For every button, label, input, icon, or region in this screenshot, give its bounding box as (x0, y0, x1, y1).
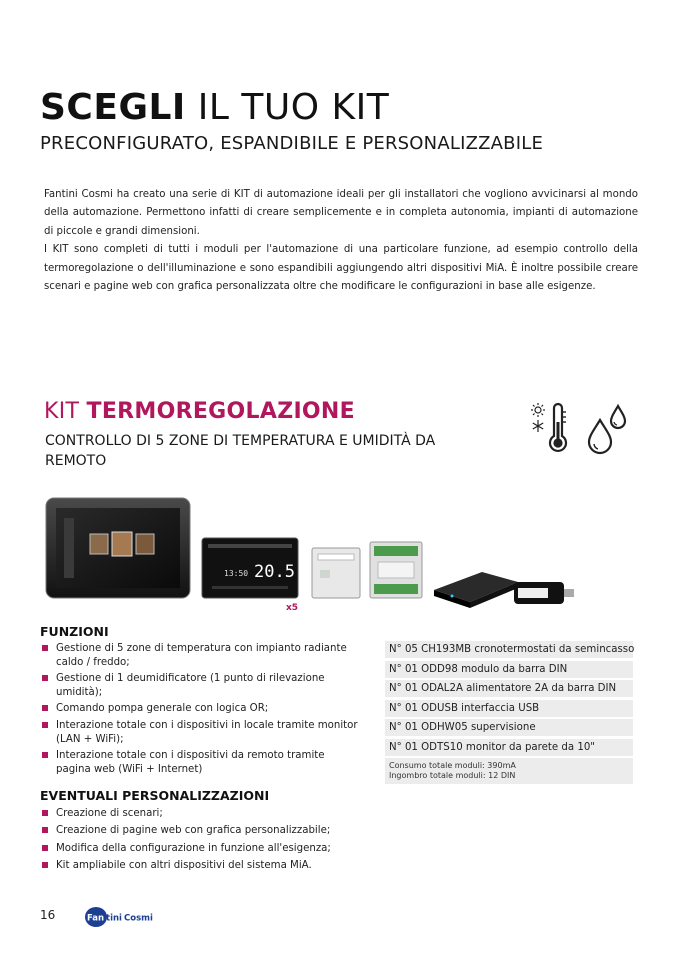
monitor-app-tiles (90, 532, 154, 556)
funzioni-item: Interazione totale con i dispositivi da remoto tramite pagina web (WiFi + Internet) (42, 749, 362, 776)
din-module-1 (312, 548, 360, 598)
personalizzazioni-heading: EVENTUALI PERSONALIZZAZIONI (40, 788, 270, 803)
kit-title-light: KIT (44, 399, 87, 424)
wall-monitor (46, 498, 190, 598)
din-module-2 (370, 542, 422, 598)
funzioni-item: Gestione di 5 zone di temperatura con impianto radiante caldo / freddo; (42, 642, 362, 669)
supervisor-odhw05 (434, 572, 518, 608)
thermostat-ch193mb (202, 538, 298, 598)
page-title-rest: IL TUO KIT (185, 87, 390, 128)
snowflake-icon (533, 420, 543, 432)
quantity-label: x5 (286, 603, 299, 613)
ingombro-totale: Ingombro totale moduli: 12 DIN (389, 771, 516, 780)
thermostat-time: 13:50 (224, 569, 249, 578)
component-row: N° 01 ODAL2A alimentatore 2A da barra DIN (385, 680, 633, 697)
component-row: N° 01 ODUSB interfaccia USB (385, 700, 633, 717)
page-subtitle: PRECONFIGURATO, ESPANDIBILE E PERSONALIZZABILE (40, 133, 544, 154)
kit-subtitle: CONTROLLO DI 5 ZONE DI TEMPERATURA E UMIDITÀ DA REMOTO (45, 433, 436, 469)
personalizzazioni-section (42, 807, 362, 877)
thermometer-icon (550, 404, 566, 451)
water-drops-icon (589, 406, 625, 453)
funzioni-section (42, 642, 362, 779)
page-title (40, 88, 389, 128)
funzioni-list (42, 642, 362, 776)
funzioni-item: Gestione di 1 deumidificatore (1 punto di rilevazione umidità); (42, 672, 362, 699)
component-row: N° 01 ODTS10 monitor da parete da 10" (385, 739, 633, 756)
intro-paragraph-1: Fantini Cosmi ha creato una serie di KIT di automazione ideali per gli installatori che vogliono avvicinarsi al mondo della automazione. Permettono infatti di creare semplicemente e in completa autonomia, impianti di automazione di piccole e grandi dimensioni. (44, 189, 638, 237)
consumo-totale: Consumo totale moduli: 390mA (389, 761, 516, 770)
component-row: N° 01 ODHW05 supervisione (385, 719, 633, 736)
fantini-cosmi-logo (84, 906, 164, 928)
product-photo (42, 490, 602, 615)
logo-text-fan: Fan (87, 913, 105, 924)
funzioni-heading: FUNZIONI (40, 624, 109, 639)
funzioni-item: Comando pompa generale con logica OR; (42, 702, 362, 716)
personalizzazioni-item: Kit ampliabile con altri dispositivi del sistema MiA. (42, 859, 362, 873)
components-totals (385, 758, 633, 784)
component-row: N° 01 ODD98 modulo da barra DIN (385, 661, 633, 678)
kit-title-bold: TERMOREGOLAZIONE (86, 399, 355, 424)
usb-interface-odusb (514, 582, 574, 604)
component-row: N° 05 CH193MB cronotermostati da semincasso (385, 641, 633, 658)
logo-text-cosmi: Cosmi (124, 913, 153, 924)
components-list (385, 641, 633, 784)
intro-paragraph-2: I KIT sono completi di tutti i moduli per l'automazione di una particolare funzione, ad esempio controllo della termoregolazione o dell'illuminazione e sono espandibili aggiungendo altri dispositivi MiA. È inoltre possibile creare scenari e pagine web con grafica personalizzata oltre che modificare le configurazioni in base alle esigenze. (44, 244, 638, 293)
logo-text-tini: tini (106, 913, 122, 924)
funzioni-item: Interazione totale con i dispositivi in locale tramite monitor (LAN + WiFi); (42, 719, 362, 746)
sun-icon (531, 403, 545, 417)
page-title-bold: SCEGLI (40, 87, 186, 128)
personalizzazioni-item: Creazione di scenari; (42, 807, 362, 821)
page-number: 16 (40, 908, 56, 922)
personalizzazioni-item: Modifica della configurazione in funzione all'esigenza; (42, 842, 362, 856)
kit-title (44, 399, 355, 424)
kit-icons (528, 398, 638, 458)
personalizzazioni-list (42, 807, 362, 873)
intro-text (44, 186, 638, 296)
thermostat-display: 20.5 (254, 562, 295, 582)
personalizzazioni-item: Creazione di pagine web con grafica personalizzabile; (42, 824, 362, 838)
